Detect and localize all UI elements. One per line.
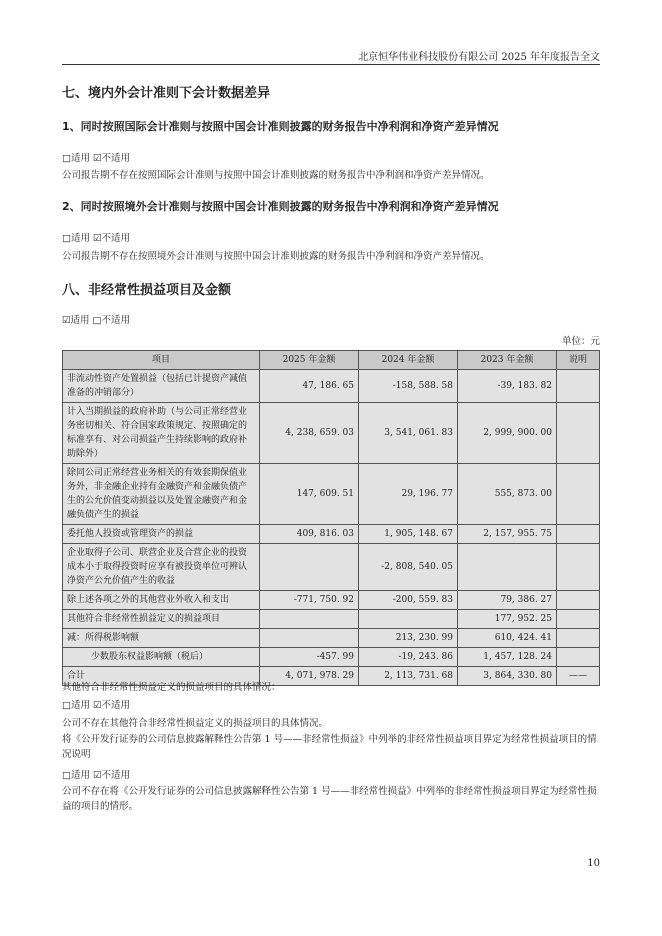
row-label: 其他符合非经常性损益定义的损益项目: [63, 610, 260, 629]
row-label: 非流动性资产处置损益（包括已计提资产减值准备的冲销部分）: [63, 370, 260, 403]
cell-2025: -457. 99: [260, 648, 359, 667]
cell-2025: [260, 629, 359, 648]
cell-2025: 147, 609. 51: [260, 464, 359, 525]
row-label: 减：所得税影响额: [63, 629, 260, 648]
cell-note: [557, 591, 600, 610]
cell-2024: -19, 243. 86: [359, 648, 458, 667]
col-header-2025: 2025 年金额: [260, 351, 359, 370]
section7-sub1-text: 公司报告期不存在按照国际会计准则与按照中国会计准则披露的财务报告中净利润和净资产差异情况。: [62, 170, 490, 181]
reclassification-text: 公司不存在将《公开发行证券的公司信息披露解释性公告第 1 号——非经常性损益》中列举的非经常性损益项目界定为经常性损益的项目的情形。: [62, 786, 597, 812]
cell-2024: -200, 559. 83: [359, 591, 458, 610]
table-row: [63, 464, 600, 525]
row-label: 合计: [63, 667, 260, 686]
cell-2024: 2, 113, 731. 68: [359, 667, 458, 686]
section7-title: 七、境内外会计准则下会计数据差异: [62, 86, 271, 101]
reclassification-checkbox: □适用 ☑不适用: [62, 770, 131, 781]
section7-sub2-title: 2、同时按照境外会计准则与按照中国会计准则披露的财务报告中净利润和净资产差异情况: [62, 200, 499, 213]
cell-note: [557, 464, 600, 525]
cell-2024: 3, 541, 061. 83: [359, 403, 458, 464]
section7-sub1-title: 1、同时按照国际会计准则与按照中国会计准则披露的财务报告中净利润和净资产差异情况: [62, 120, 499, 133]
cell-note: [557, 370, 600, 403]
cell-2025: [260, 610, 359, 629]
cell-note: [557, 610, 600, 629]
cell-note: ——: [557, 667, 600, 686]
cell-2023: -39, 183. 82: [458, 370, 557, 403]
cell-2025: -771, 750. 92: [260, 591, 359, 610]
cell-2023: 610, 424. 41: [458, 629, 557, 648]
cell-2025: 409, 816. 03: [260, 525, 359, 544]
table-row: [63, 544, 600, 591]
col-header-item: 项目: [63, 351, 260, 370]
cell-note: [557, 403, 600, 464]
section7-sub2-checkbox: □适用 ☑不适用: [62, 233, 131, 244]
cell-2024: 1, 905, 148. 67: [359, 525, 458, 544]
non-recurring-items-table: [62, 350, 600, 686]
cell-note: [557, 544, 600, 591]
section8-title: 八、非经常性损益项目及金额: [62, 283, 232, 298]
section7-sub1-checkbox: □适用 ☑不适用: [62, 153, 131, 164]
row-label: 委托他人投资或管理资产的损益: [63, 525, 260, 544]
row-label: 除上述各项之外的其他营业外收入和支出: [63, 591, 260, 610]
col-header-2024: 2024 年金额: [359, 351, 458, 370]
cell-2023: 2, 157, 955. 75: [458, 525, 557, 544]
cell-2024: 29, 196. 77: [359, 464, 458, 525]
cell-note: [557, 525, 600, 544]
cell-2023: 555, 873. 00: [458, 464, 557, 525]
row-label: 企业取得子公司、联营企业及合营企业的投资成本小于取得投资时应享有被投资单位可辨认净资产公允价值产生的收益: [63, 544, 260, 591]
cell-2023: [458, 544, 557, 591]
table-row: [63, 648, 600, 667]
table-row: [63, 591, 600, 610]
cell-2025: 4, 071, 978. 29: [260, 667, 359, 686]
report-header: 北京恒华伟业科技股份有限公司 2025 年年度报告全文: [358, 52, 600, 63]
cell-2023: 2, 999, 900. 00: [458, 403, 557, 464]
table-row: [63, 525, 600, 544]
col-header-2023: 2023 年金额: [458, 351, 557, 370]
cell-2025: 4, 238, 659. 03: [260, 403, 359, 464]
cell-note: [557, 629, 600, 648]
row-label: 除同公司正常经营业务相关的有效套期保值业务外，非金融企业持有金融资产和金融负债产生的公允价值变动损益以及处置金融资产和金融负债产生的损益: [63, 464, 260, 525]
page-number: 10: [587, 858, 600, 869]
table-row: [63, 370, 600, 403]
other-items-heading: 其他符合非经常性损益定义的损益项目的具体情况：: [62, 682, 281, 693]
cell-note: [557, 648, 600, 667]
cell-2023: 177, 952. 25: [458, 610, 557, 629]
reclassification-heading: 将《公开发行证券的公司信息披露解释性公告第 1 号——非经常性损益》中列举的非经常性损益项目界定为经常性损益项目的情况说明: [62, 734, 597, 760]
table-row: [63, 629, 600, 648]
row-label: 计入当期损益的政府补助（与公司正常经营业务密切相关、符合国家政策规定、按照确定的标准享有、对公司损益产生持续影响的政府补助除外）: [63, 403, 260, 464]
col-header-note: 说明: [557, 351, 600, 370]
cell-2024: [359, 610, 458, 629]
cell-2023: 79, 386. 27: [458, 591, 557, 610]
section8-checkbox: ☑适用 □不适用: [62, 315, 131, 326]
unit-label: 单位：元: [561, 336, 600, 347]
other-items-checkbox: □适用 ☑不适用: [62, 700, 131, 711]
header-rule: [62, 64, 600, 65]
section7-sub2-text: 公司报告期不存在按照境外会计准则与按照中国会计准则披露的财务报告中净利润和净资产差异情况。: [62, 251, 490, 262]
cell-2023: 3, 864, 330. 80: [458, 667, 557, 686]
cell-2025: [260, 544, 359, 591]
table-header-row: [63, 351, 600, 370]
cell-2024: -158, 588. 58: [359, 370, 458, 403]
table-row: [63, 610, 600, 629]
cell-2025: 47, 186. 65: [260, 370, 359, 403]
row-label: 少数股东权益影响额（税后）: [63, 648, 260, 667]
other-items-text: 公司不存在其他符合非经常性损益定义的损益项目的具体情况。: [62, 718, 329, 729]
cell-2023: 1, 457, 128. 24: [458, 648, 557, 667]
cell-2024: -2, 808, 540. 05: [359, 544, 458, 591]
table-row: [63, 403, 600, 464]
cell-2024: 213, 230. 99: [359, 629, 458, 648]
